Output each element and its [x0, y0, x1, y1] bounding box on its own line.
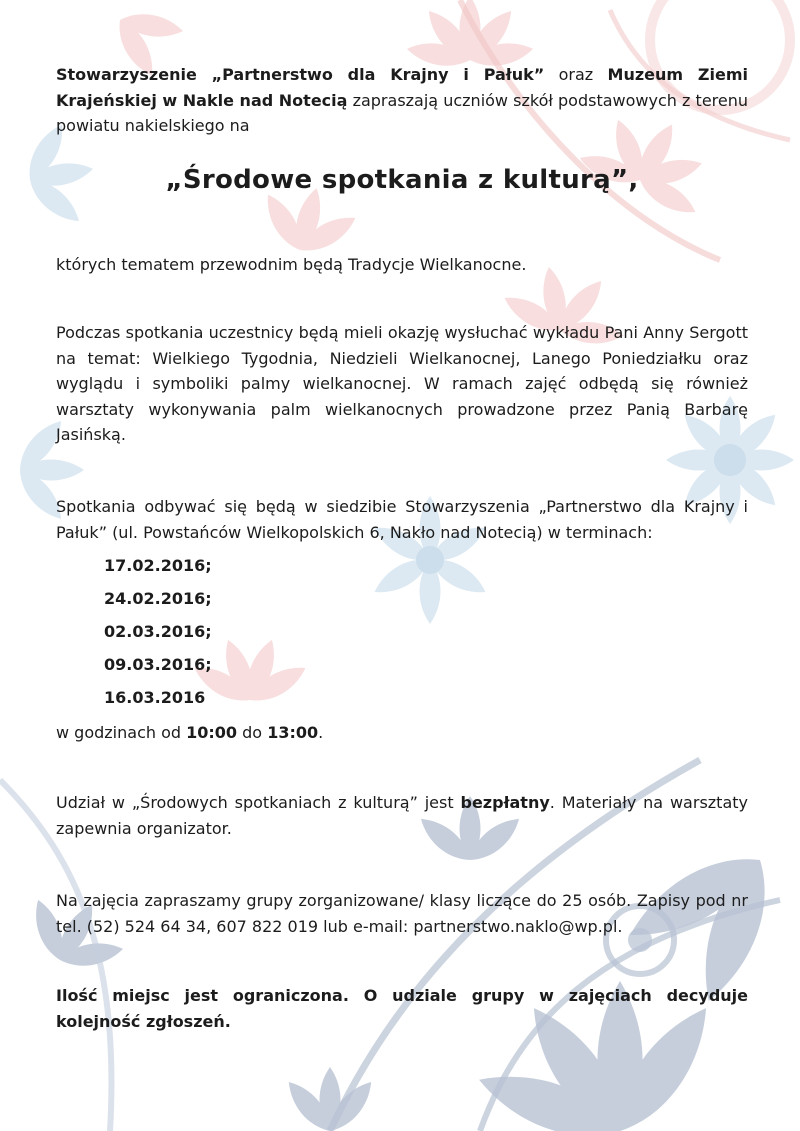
hours-suffix: . — [318, 723, 324, 742]
venue-paragraph: Spotkania odbywać się będą w siedzibie Stowarzyszenia „Partnerstwo dla Krajny i Pałuk” (ul. Powstańców Wielkopolskich 6, Nakło nad Notecią) w terminach: — [56, 497, 748, 542]
free-label: bezpłatny — [460, 793, 550, 812]
hours-from: 10:00 — [186, 723, 238, 742]
organizer-name: Stowarzyszenie „Partnerstwo dla Krajny i Pałuk” — [56, 65, 545, 84]
hours-prefix: w godzinach od — [56, 723, 187, 742]
signup-paragraph: Na zajęcia zapraszamy grupy zorganizowane/ klasy liczące do 25 osób. Zapisy pod nr tel. (52) 524 64 34, 607 822 019 lub e-mail: partnerstwo.naklo@wp.pl. — [56, 891, 748, 936]
theme-line: których tematem przewodnim będą Tradycje Wielkanocne. — [56, 255, 527, 274]
date-list — [104, 553, 212, 718]
date-item: 16.03.2016 — [104, 688, 206, 707]
hours-to: 13:00 — [267, 723, 319, 742]
participation-prefix: Udział w „Środowych spotkaniach z kulturą” jest — [56, 793, 461, 812]
participation-suffix: . Materiały na warsztaty zapewnia organizator. — [56, 793, 748, 838]
date-item: 02.03.2016; — [104, 622, 212, 641]
limit-notice: Ilość miejsc jest ograniczona. O udziale grupy w zajęciach decyduje kolejność zgłoszeń. — [56, 986, 748, 1031]
museum-name: Muzeum Ziemi Krajeńskiej w Nakle nad Notecią — [56, 65, 748, 110]
hours-line — [56, 720, 748, 746]
intro-paragraph — [56, 62, 748, 139]
intro-conjunction: oraz — [544, 65, 608, 84]
participation-paragraph — [56, 790, 748, 841]
intro-rest: zapraszają uczniów szkół podstawowych z terenu powiatu nakielskiego na — [56, 90, 749, 135]
event-title: „Środowe spotkania z kulturą”, — [165, 165, 639, 195]
date-item: 24.02.2016; — [104, 589, 212, 608]
date-item: 17.02.2016; — [104, 556, 212, 575]
hours-middle: do — [237, 723, 268, 742]
date-item: 09.03.2016; — [104, 655, 212, 674]
description-paragraph: Podczas spotkania uczestnicy będą mieli okazję wysłuchać wykładu Pani Anny Sergott na temat: Wielkiego Tygodnia, Niedzieli Wielkanocnej, Lanego Poniedziałku oraz wyglądu i symboliki palmy wielkanocnej. W ramach zajęć odbędą się również warsztaty wykonywania palm wielkanocnych prowadzone przez Panią Barbarę Jasińską. — [56, 323, 748, 444]
